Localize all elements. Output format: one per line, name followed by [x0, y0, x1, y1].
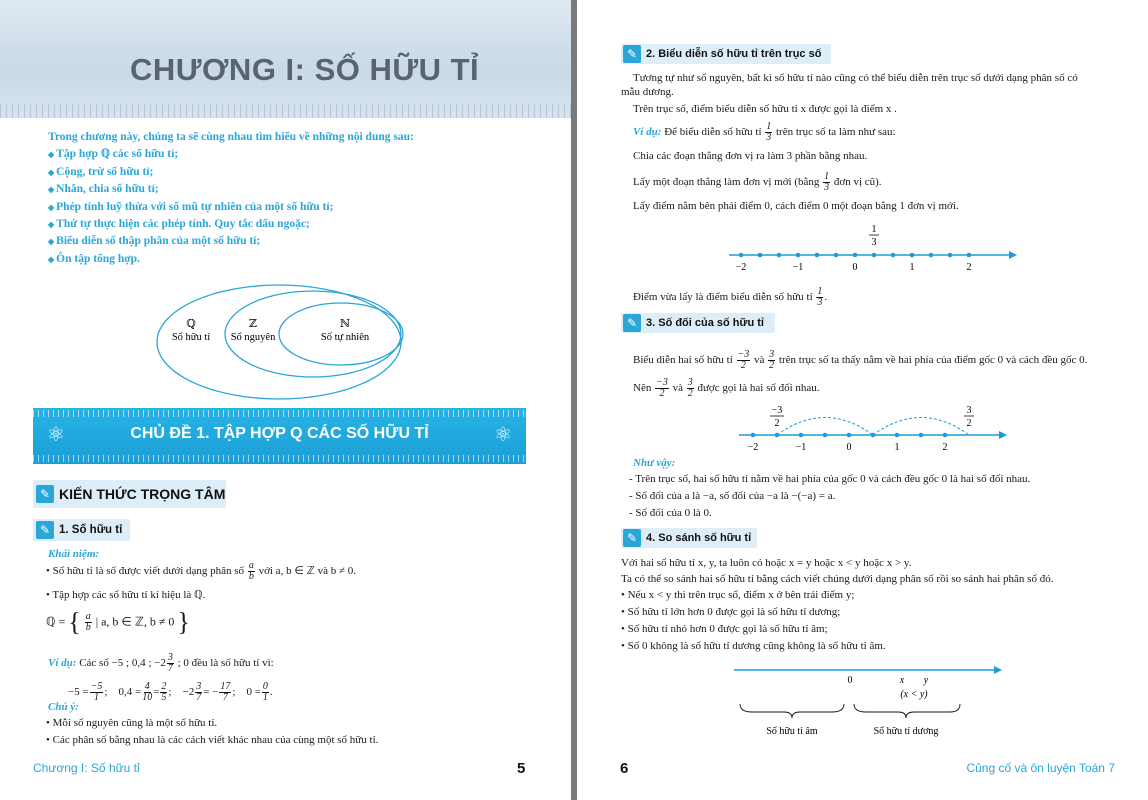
condition-label: (x < y): [900, 689, 928, 700]
para-6: Điểm vừa lấy là điểm biểu diễn số hữu tỉ $\frac{1}{3}$ .: [633, 286, 828, 308]
para-1b: mẫu dương.: [621, 86, 674, 98]
tick: [796, 253, 801, 258]
denominator: 2: [769, 360, 775, 371]
text: trên trục số ta thấy nằm về hai phía của điểm gốc 0 và cách đều gốc 0.: [778, 354, 1088, 367]
compare-line-4: • Số hữu tỉ lớn hơn 0 được gọi là số hữu tỉ dương;: [621, 606, 841, 618]
page-number: 6: [620, 760, 629, 777]
denominator: b: [85, 622, 91, 633]
tick: [823, 433, 828, 438]
check-pencil-icon: ✎: [36, 485, 54, 503]
compare-line-6: • Số 0 không là số hữu tỉ dương cũng không là số hữu tỉ âm.: [621, 640, 886, 652]
numerator: −3: [656, 377, 668, 388]
brace-right: }: [177, 607, 190, 637]
text: ℚ =: [46, 614, 66, 629]
numerator: 2: [161, 681, 167, 692]
denominator: b: [248, 571, 254, 582]
denominator: 2: [740, 360, 746, 371]
mark-denominator: 2: [774, 418, 780, 429]
text: • Số hữu tỉ là số được viết dưới dạng phân số: [46, 565, 245, 578]
example-equations: −5 = $\frac{-5}{1}$ ; 0,4 = $\frac{4}{10}$ = $\frac{2}{5}$ ; −2 $\frac{3}{7}$ = − $\frac{17}{7}$ ; 0 = $\frac{0}{1}$ .: [68, 681, 273, 703]
section-1-title: 1. Số hữu tỉ: [59, 524, 123, 536]
atom-icon: ⚛: [47, 424, 65, 446]
fraction: [768, 350, 775, 371]
tick: [967, 253, 972, 258]
intro-item: ◆ Phép tính luỹ thừa với số mũ tự nhiên của một số hữu tỉ;: [48, 199, 414, 216]
numerator: 1: [817, 286, 823, 297]
section-3-title: 3. Số đối của số hữu tỉ: [646, 317, 764, 329]
numerator: 0: [262, 681, 268, 692]
tick: [799, 433, 804, 438]
section-1-heading: [33, 519, 130, 541]
tick: [847, 433, 852, 438]
tick: [895, 433, 900, 438]
arc-left: [774, 418, 873, 436]
compare-line-5: • Số hữu tỉ nhỏ hơn 0 được gọi là số hữu tỉ âm;: [621, 623, 828, 635]
check-pencil-icon: ✎: [623, 314, 641, 332]
banner-ruler: [0, 104, 571, 118]
denominator: 7: [196, 692, 202, 703]
brace-positive: [854, 704, 960, 718]
so-label: Như vậy:: [633, 457, 676, 469]
text: và: [754, 354, 765, 367]
tick: [815, 253, 820, 258]
denominator: 7: [167, 663, 173, 674]
fraction: [90, 682, 104, 703]
zero-label: 0: [847, 675, 853, 686]
numerator: 17: [220, 681, 231, 692]
numerator: −5: [90, 681, 103, 692]
fraction: [737, 350, 751, 371]
numerator: 4: [144, 681, 150, 692]
so-line-1: - Trên trục số, hai số hữu tỉ nằm về hai phía của gốc 0 và cách đều gốc 0 là hai số đối nhau.: [629, 473, 1031, 485]
section-2-heading: [621, 44, 831, 64]
text: Biểu diễn hai số hữu tỉ: [633, 354, 733, 367]
denominator: 7: [222, 692, 228, 703]
text: đơn vị cũ).: [833, 176, 882, 189]
check-pencil-icon: ✎: [36, 521, 54, 539]
intro-item: ◆ Biểu diễn số thập phân của một số hữu tỉ;: [48, 233, 414, 250]
tick: [739, 253, 744, 258]
fraction: [248, 561, 255, 582]
q-label: Số hữu tỉ: [171, 332, 211, 343]
numerator: 1: [824, 171, 830, 182]
tick: [777, 253, 782, 258]
tick-label: −2: [735, 262, 747, 273]
z-label: Số nguyên: [230, 332, 276, 343]
tick-label: −2: [747, 442, 759, 453]
brace-negative: [740, 704, 844, 718]
para-4: [633, 172, 882, 193]
fraction: [687, 378, 694, 399]
fraction: [160, 682, 167, 703]
tick: [751, 433, 756, 438]
section-4-heading: [621, 528, 757, 548]
so-line-2: - Số đối của a là −a, số đối của −a là −(−a) = a.: [629, 490, 836, 502]
tick-label: −1: [795, 442, 807, 453]
intro-item: ◆ Ôn tập tổng hợp.: [48, 251, 414, 268]
numerator: 3: [196, 681, 202, 692]
concept-line-1: [46, 561, 356, 582]
para-8: [633, 378, 820, 399]
section-2-title: 2. Biểu diễn số hữu tỉ trên trục số: [646, 48, 822, 60]
mark-denominator: 3: [871, 237, 877, 248]
intro-item: ◆ Nhân, chia số hữu tỉ;: [48, 181, 414, 198]
para-3: Chia các đoạn thẳng đơn vị ra làm 3 phần bằng nhau.: [633, 150, 868, 162]
tick-label: −1: [792, 262, 804, 273]
y-label: y: [923, 675, 929, 686]
set-definition: [46, 607, 190, 637]
numerator: 3: [687, 377, 693, 388]
para-7: [633, 350, 1087, 371]
text: Các số −5 ; 0,4 ; −2: [79, 657, 166, 670]
numerator: 1: [766, 121, 772, 132]
text: −5 =: [68, 686, 89, 699]
mark-denominator: 2: [966, 418, 972, 429]
fraction: [195, 682, 202, 703]
denominator: 3: [824, 182, 830, 193]
text: | a, b ∈ ℤ, b ≠ 0: [95, 614, 175, 629]
denominator: 10: [142, 692, 153, 703]
intro-item: ◆ Tập hợp ℚ các số hữu tỉ;: [48, 146, 414, 163]
chapter-intro: [48, 129, 414, 268]
n-label: Số tự nhiên: [320, 332, 370, 343]
axis-arrow: [994, 666, 1002, 674]
para-1: Tương tự như số nguyên, bất kì số hữu tỉ nào cũng có thể biểu diễn trên trục số dưới dạng phân số có: [633, 72, 1078, 84]
denominator: 1: [94, 692, 100, 703]
numerator: a: [85, 611, 91, 622]
brace-left: {: [68, 607, 81, 637]
tick-label: 1: [909, 262, 915, 273]
note-label: Chú ý:: [48, 701, 79, 713]
n-symbol: ℕ: [339, 317, 351, 330]
denominator: 2: [687, 388, 693, 399]
compare-line-1: Với hai số hữu tỉ x, y, ta luôn có hoặc x = y hoặc x < y hoặc x > y.: [621, 557, 912, 569]
denominator: 1: [262, 692, 268, 703]
tick: [758, 253, 763, 258]
numerator: 3: [769, 349, 775, 360]
z-symbol: ℤ: [248, 317, 258, 330]
para-5: Lấy điểm nằm bên phải điểm 0, cách điểm 0 một đoạn bằng 1 đơn vị mới.: [633, 200, 959, 212]
numerator: −3: [737, 349, 750, 360]
text: Điểm vừa lấy là điểm biểu diễn số hữu tỉ: [633, 291, 813, 304]
chapter-title: CHƯƠNG I: SỐ HỮU TỈ: [130, 52, 480, 87]
tick: [910, 253, 915, 258]
topic-ruler-top: [33, 410, 526, 417]
footer-title: Chương I: Số hữu tỉ: [33, 761, 140, 775]
tick-label: 1: [894, 442, 900, 453]
denominator: 2: [659, 388, 665, 399]
concept-label: Khái niệm:: [48, 548, 100, 560]
key-knowledge-label: KIẾN THỨC TRỌNG TÂM: [59, 486, 226, 502]
text: với a, b ∈ ℤ và b ≠ 0.: [258, 565, 357, 578]
example-label: Ví dụ:: [48, 657, 77, 670]
axis-arrow: [1009, 251, 1017, 259]
text: được gọi là hai số đối nhau.: [697, 382, 820, 395]
numerator: 3: [167, 652, 173, 663]
example-label: Ví dụ:: [633, 126, 662, 139]
topic-title: CHỦ ĐỀ 1. TẬP HỢP Q CÁC SỐ HỮU TỈ: [130, 425, 429, 442]
negative-label: Số hữu tỉ âm: [766, 726, 818, 737]
intro-lead: Trong chương này, chúng ta sẽ cùng nhau tìm hiểu về những nội dung sau:: [48, 131, 414, 143]
topic-ruler-bottom: [33, 455, 526, 462]
number-line-3: [732, 658, 1012, 748]
key-knowledge-heading: [33, 480, 226, 508]
example-line: [633, 122, 896, 143]
section-3-heading: [621, 313, 775, 333]
tick-label: 2: [942, 442, 948, 453]
denominator: 3: [817, 297, 823, 308]
tick: [929, 253, 934, 258]
tick-label: 0: [852, 262, 858, 273]
text: và: [672, 382, 683, 395]
fraction: [85, 612, 92, 633]
section-4-title: 4. So sánh số hữu tỉ: [646, 532, 752, 544]
x-label: x: [899, 675, 905, 686]
arc-right: [873, 418, 969, 436]
tick: [853, 253, 858, 258]
compare-line-3: • Nếu x < y thì trên trục số, điểm x ở bên trái điểm y;: [621, 589, 855, 601]
intro-item: ◆ Cộng, trừ số hữu tỉ;: [48, 164, 414, 181]
text: Nên: [633, 382, 652, 395]
number-line-1: [727, 222, 1017, 274]
tick: [943, 433, 948, 438]
denominator: 5: [161, 692, 167, 703]
venn-diagram: [155, 283, 407, 401]
fraction: [816, 287, 823, 308]
left-page: [0, 0, 571, 800]
number-line-2: [737, 402, 1012, 454]
fraction: [262, 682, 269, 703]
tick: [948, 253, 953, 258]
text: 0 =: [246, 686, 261, 699]
denominator: 3: [766, 132, 772, 143]
fraction: [765, 122, 772, 143]
axis-arrow: [999, 431, 1007, 439]
mark-numerator: 1: [871, 224, 877, 235]
text: Để biểu diễn số hữu tỉ: [664, 126, 762, 139]
fraction: [655, 378, 669, 399]
mark-numerator: 3: [966, 405, 972, 416]
text: ; 0 đều là số hữu tỉ vì:: [177, 657, 274, 670]
text: −2: [182, 686, 195, 699]
tick-label: 2: [966, 262, 972, 273]
mark-numerator: −3: [771, 405, 783, 416]
compare-line-2: Ta có thể so sánh hai số hữu tỉ bằng cách viết chúng dưới dạng phân số rồi so sánh hai phân số đó.: [621, 573, 1054, 585]
concept-line-2: • Tập hợp các số hữu tỉ kí hiệu là ℚ.: [46, 589, 206, 601]
page-number: 5: [517, 760, 526, 777]
fraction: [142, 682, 152, 703]
tick: [872, 253, 877, 258]
text: Lấy một đoạn thẳng làm đơn vị mới (bằng: [633, 176, 820, 189]
intro-item: ◆ Thứ tự thực hiện các phép tính. Quy tắc dấu ngoặc;: [48, 216, 414, 233]
check-pencil-icon: ✎: [623, 45, 641, 63]
footer-title: Củng cố và ôn luyện Toán 7: [966, 761, 1115, 775]
fraction: [219, 682, 231, 703]
tick-label: 0: [846, 442, 852, 453]
text: 0,4 =: [118, 686, 142, 699]
numerator: a: [248, 560, 254, 571]
tick: [891, 253, 896, 258]
topic-banner: [33, 408, 526, 464]
text: = −: [203, 686, 219, 699]
text: trên trục số ta làm như sau:: [776, 126, 896, 139]
example-line: [48, 653, 274, 674]
fraction: [167, 653, 174, 674]
so-line-3: - Số đối của 0 là 0.: [629, 507, 712, 519]
para-2: Trên trục số, điểm biểu diễn số hữu tỉ x được gọi là điểm x .: [633, 103, 897, 115]
note-line-1: • Mỗi số nguyên cũng là một số hữu tỉ.: [46, 717, 218, 729]
atom-icon: ⚛: [494, 424, 512, 446]
fraction: [823, 172, 830, 193]
note-line-2: • Các phân số bằng nhau là các cách viết khác nhau của cùng một số hữu tỉ.: [46, 734, 379, 746]
tick: [919, 433, 924, 438]
check-pencil-icon: ✎: [623, 529, 641, 547]
positive-label: Số hữu tỉ dương: [873, 726, 939, 737]
tick: [834, 253, 839, 258]
q-symbol: ℚ: [186, 317, 196, 330]
right-page: [577, 0, 1148, 800]
